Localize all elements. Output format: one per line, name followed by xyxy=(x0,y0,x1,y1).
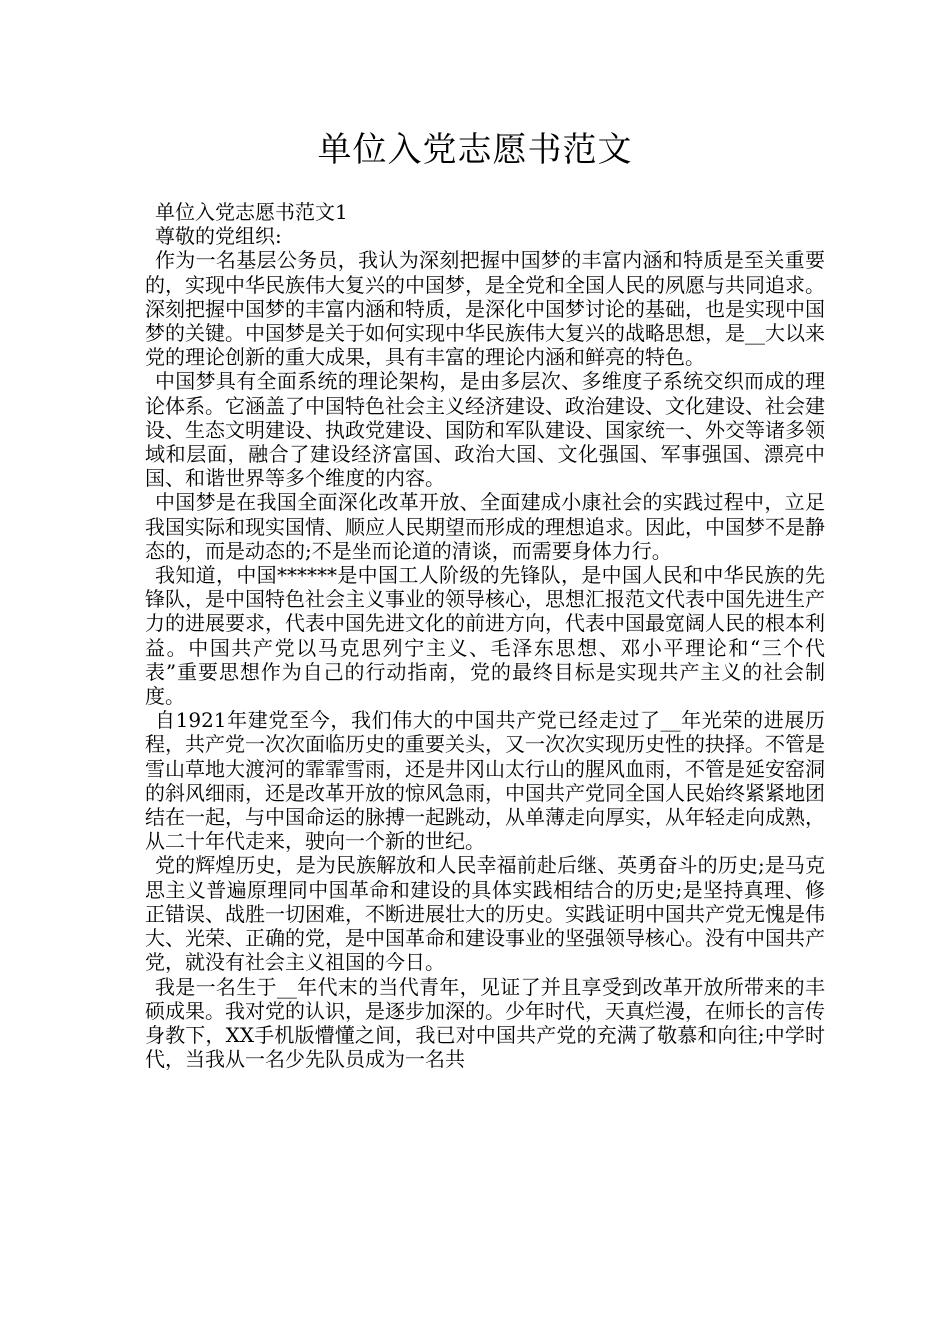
paragraph: 我知道，中国******是中国工人阶级的先锋队，是中国人民和中华民族的先锋队，是中国特色社会主义事业的领导核心，思想汇报范文代表中国先进生产力的进展要求，代表中国先进文化的前进方向，代表中国最宽阔人民的根本利益。中国共产党以马克思列宁主义、毛泽东思想、邓小平理论和“三个代表”重要思想作为自己的行动指南，党的最终目标是实现共产主义的社会制度。 xyxy=(145,563,825,709)
paragraph: 中国梦是在我国全面深化改革开放、全面建成小康社会的实践过程中，立足我国实际和现实国情、顺应人民期望而形成的理想追求。因此，中国梦不是静态的，而是动态的;不是坐而论道的清谈，而需要身体力行。 xyxy=(145,490,825,563)
paragraph: 我是一名生于__年代末的当代青年，见证了并且享受到改革开放所带来的丰硕成果。我对党的认识，是逐步加深的。少年时代，天真烂漫，在师长的言传身教下，XX手机版懵懂之间，我已对中国共产党的充满了敬慕和向往;中学时代，当我从一名少先队员成为一名共 xyxy=(145,974,825,1072)
salutation: 尊敬的党组织: xyxy=(155,224,282,249)
paragraph: 党的辉煌历史，是为民族解放和人民幸福前赴后继、英勇奋斗的历史;是马克思主义普遍原理同中国革命和建设的具体实践相结合的历史;是坚持真理、修正错误、战胜一切困难，不断进展壮大的历史。实践证明中国共产党无愧是伟大、光荣、正确的党，是中国革命和建设事业的坚强领导核心。没有中国共产党，就没有社会主义祖国的今日。 xyxy=(145,853,825,975)
document-body xyxy=(145,200,825,1071)
document-subtitle: 单位入党志愿书范文1 xyxy=(155,200,348,224)
paragraph: 作为一名基层公务员，我认为深刻把握中国梦的丰富内涵和特质是至关重要的，实现中华民族伟大复兴的中国梦，是全党和全国人民的夙愿与共同追求。深刻把握中国梦的丰富内涵和特质，是深化中国梦讨论的基础，也是实现中国梦的关键。中国梦是关于如何实现中华民族伟大复兴的战略思想，是__大以来党的理论创新的重大成果，具有丰富的理论内涵和鲜亮的特色。 xyxy=(145,248,825,370)
paragraph: 自1921年建党至今，我们伟大的中国共产党已经走过了__年光荣的进展历程，共产党一次次面临历史的重要关头，又一次次实现历史性的抉择。不管是雪山草地大渡河的霏霏雪雨，还是井冈山太行山的腥风血雨，不管是延安窑洞的斜风细雨，还是改革开放的惊风急雨，中国共产党同全国人民始终紧紧地团结在一起，与中国命运的脉搏一起跳动，从单薄走向厚实，从年轻走向成熟，从二十年代走来，驶向一个新的世纪。 xyxy=(145,708,825,854)
paragraph: 中国梦具有全面系统的理论架构，是由多层次、多维度子系统交织而成的理论体系。它涵盖了中国特色社会主义经济建设、政治建设、文化建设、社会建设、生态文明建设、执政党建设、国防和军队建设、国家统一、外交等诸多领域和层面，融合了建设经济富国、政治大国、文化强国、军事强国、漂亮中国、和谐世界等多个维度的内容。 xyxy=(145,369,825,491)
document-title: 单位入党志愿书范文 xyxy=(317,130,633,170)
